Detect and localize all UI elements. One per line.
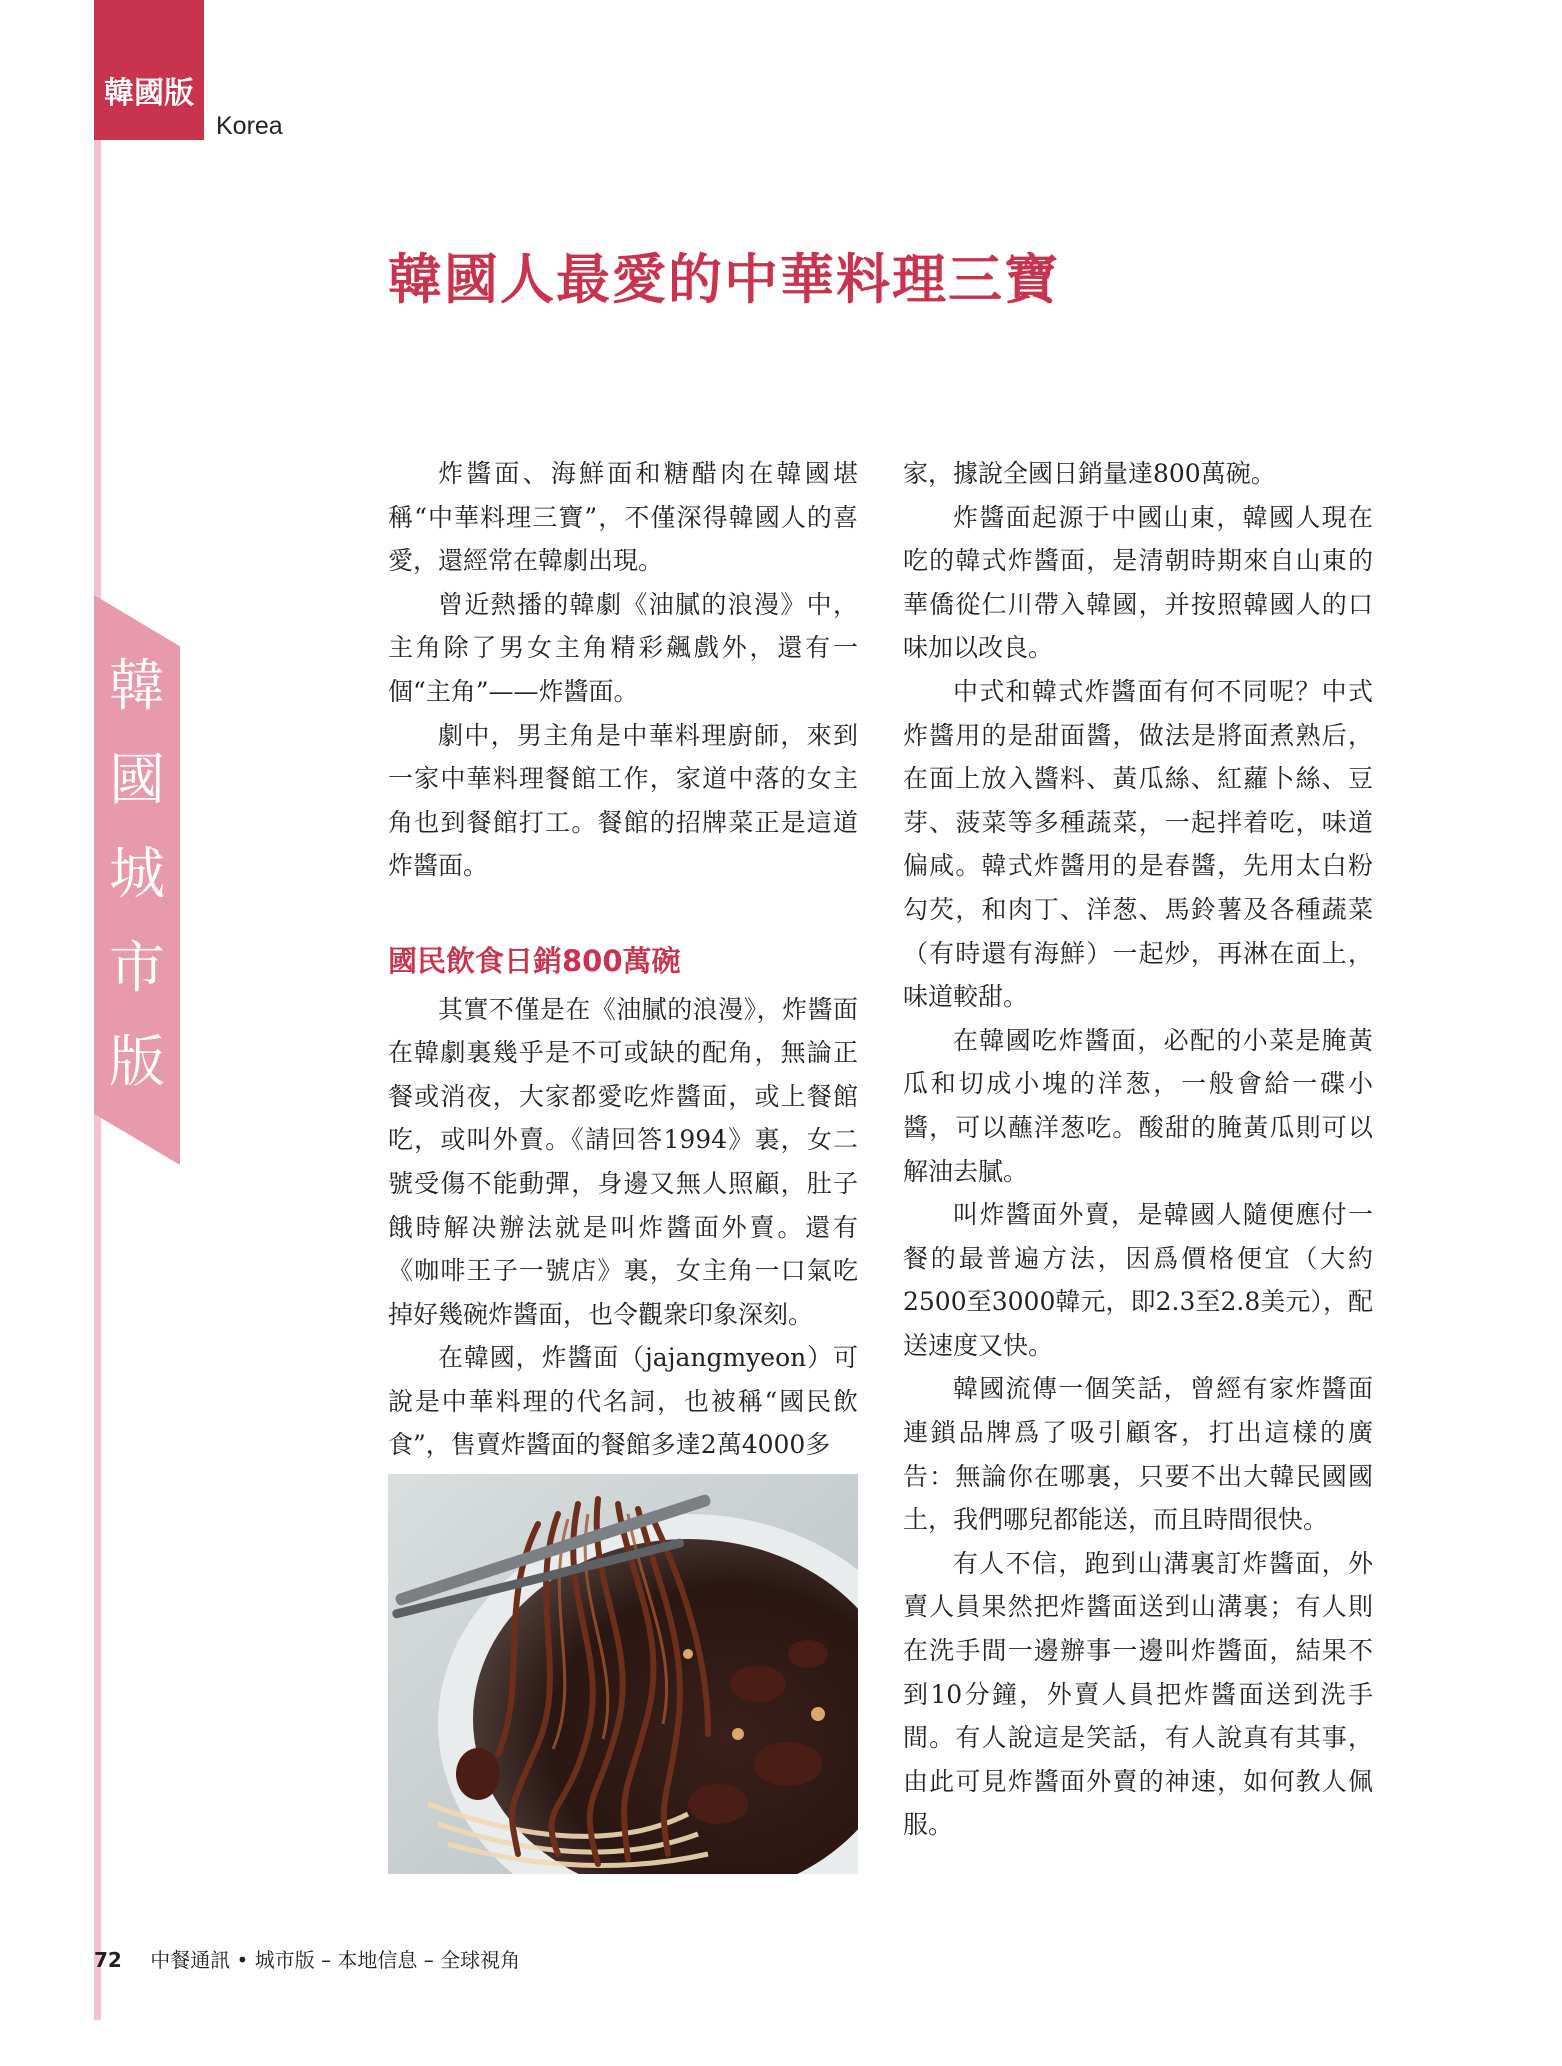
side-char: 城 (109, 842, 165, 907)
paragraph: 在韓國，炸醬面（jajangmyeon）可說是中華料理的代名詞，也被稱“國民飲食”，售賣炸醬面的餐館多達2萬4000多 (388, 1343, 858, 1460)
paragraph: 家，據說全國日銷量達800萬碗。 (903, 459, 1276, 488)
jajangmyeon-photo (388, 1474, 858, 1874)
page-number: 72 (94, 1948, 122, 1972)
side-section-label (94, 640, 180, 1110)
paragraph: 有人不信，跑到山溝裏訂炸醬面，外賣人員果然把炸醬面送到山溝裏；有人則在洗手間一邊辦事一邊叫炸醬面，結果不到10分鐘，外賣人員把炸醬面送到洗手間。有人說這是笑話，有人說真有其事，由此可見炸醬面外賣的神速，如何教人佩服。 (903, 1548, 1373, 1840)
publication-name: 中餐通訊 • 城市版 – 本地信息 – 全球視角 (150, 1948, 521, 1972)
section-subheading: 國民飲食日銷800萬碗 (388, 943, 681, 978)
section-tab-label: 韓國版 (104, 76, 194, 111)
left-column (388, 452, 858, 1467)
article-title: 韓國人最愛的中華料理三寶 (388, 247, 1060, 311)
side-char: 市 (109, 936, 165, 1001)
side-char: 國 (109, 748, 165, 813)
side-char: 韓 (109, 654, 165, 719)
paragraph: 中式和韓式炸醬面有何不同呢？中式炸醬用的是甜面醬，做法是將面煮熟后，在面上放入醬料、黃瓜絲、紅蘿卜絲、豆芽、菠菜等多種蔬菜，一起拌着吃，味道偏咸。韓式炸醬用的是春醬，先用太白粉勾芡，和肉丁、洋葱、馬鈴薯及各種蔬菜（有時還有海鮮）一起炒，再淋在面上，味道較甜。 (903, 676, 1373, 1012)
paragraph: 在韓國吃炸醬面，必配的小菜是腌黃瓜和切成小塊的洋葱，一般會給一碟小醬，可以蘸洋葱吃。酸甜的腌黃瓜則可以解油去膩。 (903, 1025, 1373, 1186)
paragraph: 韓國流傳一個笑話，曾經有家炸醬面連鎖品牌爲了吸引顧客，打出這樣的廣告：無論你在哪裏，只要不出大韓民國國土，我們哪兒都能送，而且時間很快。 (903, 1374, 1373, 1535)
page-footer (94, 1944, 520, 1973)
paragraph: 炸醬面起源于中國山東，韓國人現在吃的韓式炸醬面，是清朝時期來自山東的華僑從仁川帶入韓國，并按照韓國人的口味加以改良。 (903, 502, 1373, 663)
paragraph: 叫炸醬面外賣，是韓國人隨便應付一餐的最普遍方法，因爲價格便宜（大約2500至3000韓元，即2.3至2.8美元），配送速度又快。 (903, 1200, 1373, 1360)
section-tab (94, 0, 204, 140)
paragraph: 炸醬面、海鮮面和糖醋肉在韓國堪稱“中華料理三寶”，不僅深得韓國人的喜愛，還經常在韓劇出現。 (388, 459, 858, 576)
paragraph: 劇中，男主角是中華料理廚師，來到一家中華料理餐館工作，家道中落的女主角也到餐館打工。餐館的招牌菜正是這道炸醬面。 (388, 720, 858, 881)
paragraph: 其實不僅是在《油膩的浪漫》，炸醬面在韓劇裏幾乎是不可或缺的配角，無論正餐或消夜，大家都愛吃炸醬面，或上餐館吃，或叫外賣。《請回答1994》裏，女二號受傷不能動彈，身邊又無人照顧，肚子餓時解决辦法就是叫炸醬面外賣。還有《咖啡王子一號店》裏，女主角一口氣吃掉好幾碗炸醬面，也令觀衆印象深刻。 (388, 994, 858, 1329)
side-char: 版 (109, 1030, 165, 1095)
region-label: Korea (216, 112, 283, 140)
paragraph: 曾近熱播的韓劇《油膩的浪漫》中，主角除了男女主角精彩飆戲外，還有一個“主角”——炸醬面。 (388, 589, 858, 706)
right-column (903, 452, 1373, 1847)
